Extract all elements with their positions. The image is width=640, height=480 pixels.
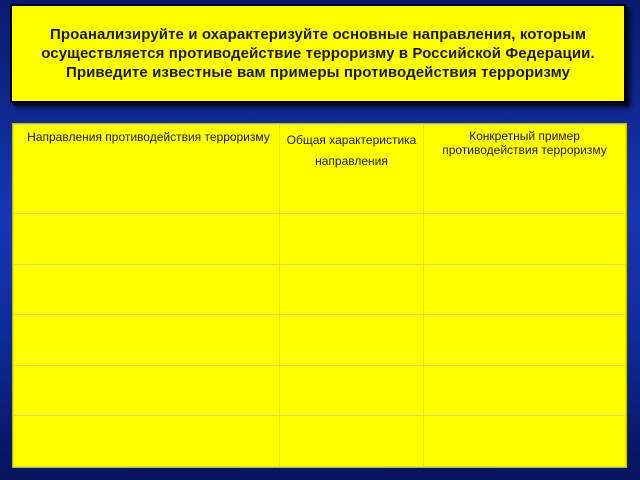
answer-table [13, 124, 626, 467]
table-cell[interactable] [14, 264, 280, 315]
header-label-directions: Направления противодействия терроризму [27, 130, 270, 144]
table-cell[interactable] [280, 416, 424, 467]
answer-table-container [12, 123, 627, 468]
table-cell[interactable] [424, 365, 626, 416]
table-row [14, 214, 626, 265]
table-cell[interactable] [14, 365, 280, 416]
table-cell[interactable] [14, 214, 280, 265]
table-header-row [14, 125, 626, 214]
header-cell-examples [424, 125, 626, 214]
table-cell[interactable] [424, 315, 626, 366]
table-cell[interactable] [424, 214, 626, 265]
table-cell[interactable] [280, 264, 424, 315]
table-cell[interactable] [280, 315, 424, 366]
header-label-characteristics: Общая характеристика направления [286, 133, 417, 168]
header-cell-characteristics [280, 125, 424, 214]
table-cell[interactable] [14, 315, 280, 366]
table-cell[interactable] [280, 214, 424, 265]
table-row [14, 264, 626, 315]
table-cell[interactable] [424, 264, 626, 315]
header-cell-directions [14, 125, 280, 214]
table-row [14, 416, 626, 467]
slide-title-box [10, 4, 626, 103]
table-cell[interactable] [424, 416, 626, 467]
table-row [14, 365, 626, 416]
table-row [14, 315, 626, 366]
header-label-examples: Конкретный пример противодействия терроризму [442, 129, 607, 157]
slide-title: Проанализируйте и охарактеризуйте основные направления, которым осуществляется противодействие терроризму в Российской Федерации. Приведите известные вам примеры противодействия терроризму [41, 26, 595, 81]
table-cell[interactable] [280, 365, 424, 416]
table-cell[interactable] [14, 416, 280, 467]
